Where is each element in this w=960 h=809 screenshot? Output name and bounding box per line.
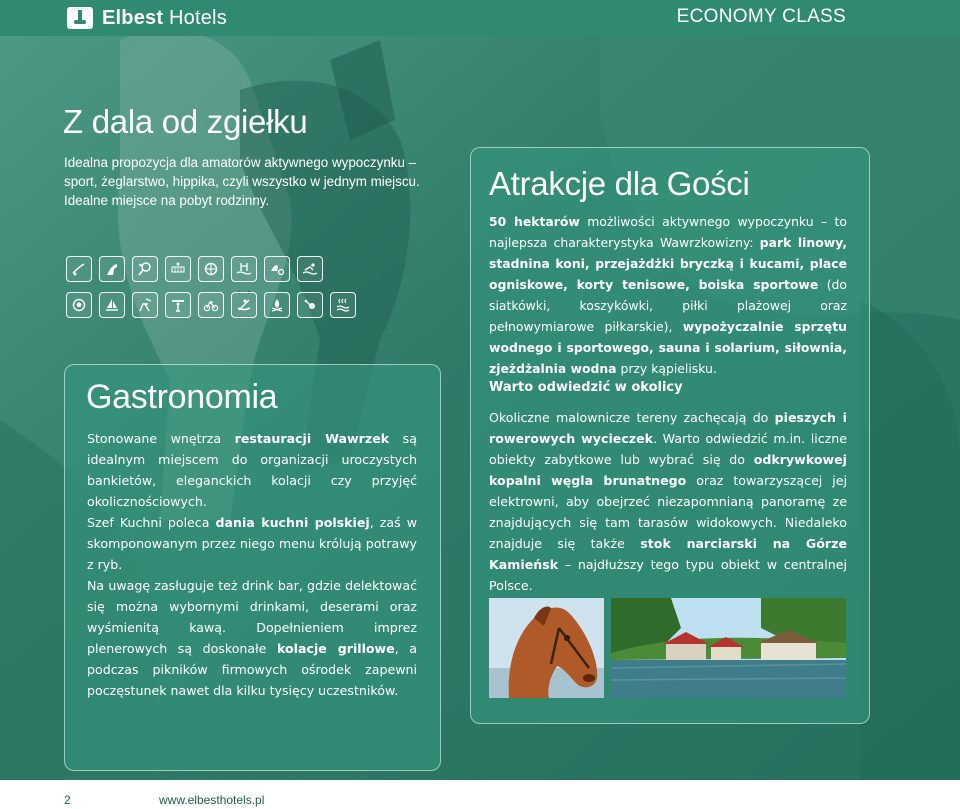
gastronomy-text: [87, 428, 417, 701]
body-text: możliwości aktywnego wypoczynku – to najlepsza charakterystyka Wawrzkowizny:: [489, 214, 847, 250]
volleyball-net-icon: [165, 256, 191, 282]
body-text: Na uwagę zasługuje też drink bar, gdzie delektować się można wybornymi drinkami, deserami oraz wyśmienitą kawą. Dopełnieniem imprez plenerowych są doskonałe: [87, 578, 417, 656]
emphasis-text: 50 hektarów: [489, 214, 580, 229]
brand-logo[interactable]: [66, 4, 227, 32]
amenity-icon-grid: [66, 256, 358, 318]
visit-title: Warto odwiedzić w okolicy: [489, 380, 683, 395]
body-text: są idealnym miejscem do organizacji uroczystych bankietów, eleganckich kolacji czy przyjęć okolicznościowych.: [87, 431, 417, 509]
header-bar: [0, 0, 960, 36]
bonfire-icon: [264, 292, 290, 318]
body-text: – najdłuższy tego typu obiekt w centralnej Polsce.: [489, 557, 847, 593]
sailing-icon: [99, 292, 125, 318]
emphasis-text: park linowy, stadnina koni, przejażdżki bryczką i kucami, place ogniskowe, korty tenisowe, boiska sportowe: [489, 235, 847, 292]
brand-name: [102, 7, 227, 30]
body-text: Szef Kuchni poleca: [87, 515, 216, 530]
emphasis-text: kolacje grillowe: [276, 641, 395, 656]
emphasis-text: stok narciarski na Górze Kamieńsk: [489, 536, 847, 572]
emphasis-text: pieszych i rowerowych wycieczek: [489, 410, 847, 446]
visit-text: [489, 407, 847, 596]
playground-icon: [297, 292, 323, 318]
body-text: , a podczas pikników firmowych ośrodek zapewni poczęstunek nawet dla kilku tysięcy uczestników.: [87, 641, 417, 698]
body-text: Okoliczne malownicze tereny zachęcają do: [489, 410, 775, 425]
gastronomy-paragraph-2: [87, 512, 417, 575]
bicycle-icon: [198, 292, 224, 318]
brand-name-bold: Elbest: [102, 6, 164, 29]
horse-photo: [489, 598, 604, 698]
gym-icon: [165, 292, 191, 318]
intro-title: Z dala od zgiełku: [63, 103, 308, 140]
basketball-icon: [198, 256, 224, 282]
website-link[interactable]: www.elbesthotels.pl: [159, 793, 265, 807]
body-text: oraz towarzyszącej jej elektrowni, aby obejrzeć niezapomnianą panoramę ze znajdujących się tam tarasów widokowych. Niedaleko znajduje się także: [489, 473, 847, 551]
elbest-logo-icon: [66, 5, 94, 31]
swimming-pool-icon: [231, 256, 257, 282]
attractions-title: Atrakcje dla Gości: [489, 165, 750, 202]
body-text: przy kąpielisku.: [616, 361, 717, 376]
gastronomy-paragraph-3: [87, 575, 417, 701]
footer-bar: [0, 780, 960, 809]
fishing-icon: [66, 256, 92, 282]
hotel-category-label: ECONOMY CLASS: [676, 6, 846, 27]
gastronomy-paragraph-1: [87, 428, 417, 512]
horse-carriage-icon: [264, 256, 290, 282]
emphasis-text: wypożyczalnie sprzętu wodnego i sportowego, sauna i solarium, siłownia, zjeżdżalnia wodna: [489, 319, 847, 376]
resort-photo: [611, 598, 846, 698]
canoe-icon: [231, 292, 257, 318]
attractions-text: [489, 211, 847, 379]
page-number: 2: [64, 793, 71, 807]
tennis-icon: [132, 256, 158, 282]
body-text: , zaś w skomponowanym przez niego menu królują potrawy z ryb.: [87, 515, 417, 572]
body-text: . Warto odwiedzić m.in. liczne obiekty zabytkowe lub wybrać się do: [489, 431, 847, 467]
gastronomy-title: Gastronomia: [86, 378, 278, 416]
beach-chair-icon: [132, 292, 158, 318]
brand-name-light: Hotels: [169, 6, 227, 29]
intro-text: Idealna propozycja dla amatorów aktywnego wypoczynku – sport, żeglarstwo, hippika, czyli wszystko w jednym miejscu. Idealne miejsce na pobyt rodzinny.: [64, 155, 420, 208]
horse-riding-icon: [99, 256, 125, 282]
emphasis-text: odkrywkowej kopalni węgla brunatnego: [489, 452, 847, 488]
body-text: (do siatkówki, koszykówki, piłki plażowej oraz pełnowymiarowe piłkarskie),: [489, 277, 848, 334]
swimming-icon: [297, 256, 323, 282]
emphasis-text: restauracji Wawrzek: [234, 431, 390, 446]
football-icon: [66, 292, 92, 318]
sauna-icon: [330, 292, 356, 318]
emphasis-text: dania kuchni polskiej: [215, 515, 370, 530]
body-text: Stonowane wnętrza: [87, 431, 235, 446]
